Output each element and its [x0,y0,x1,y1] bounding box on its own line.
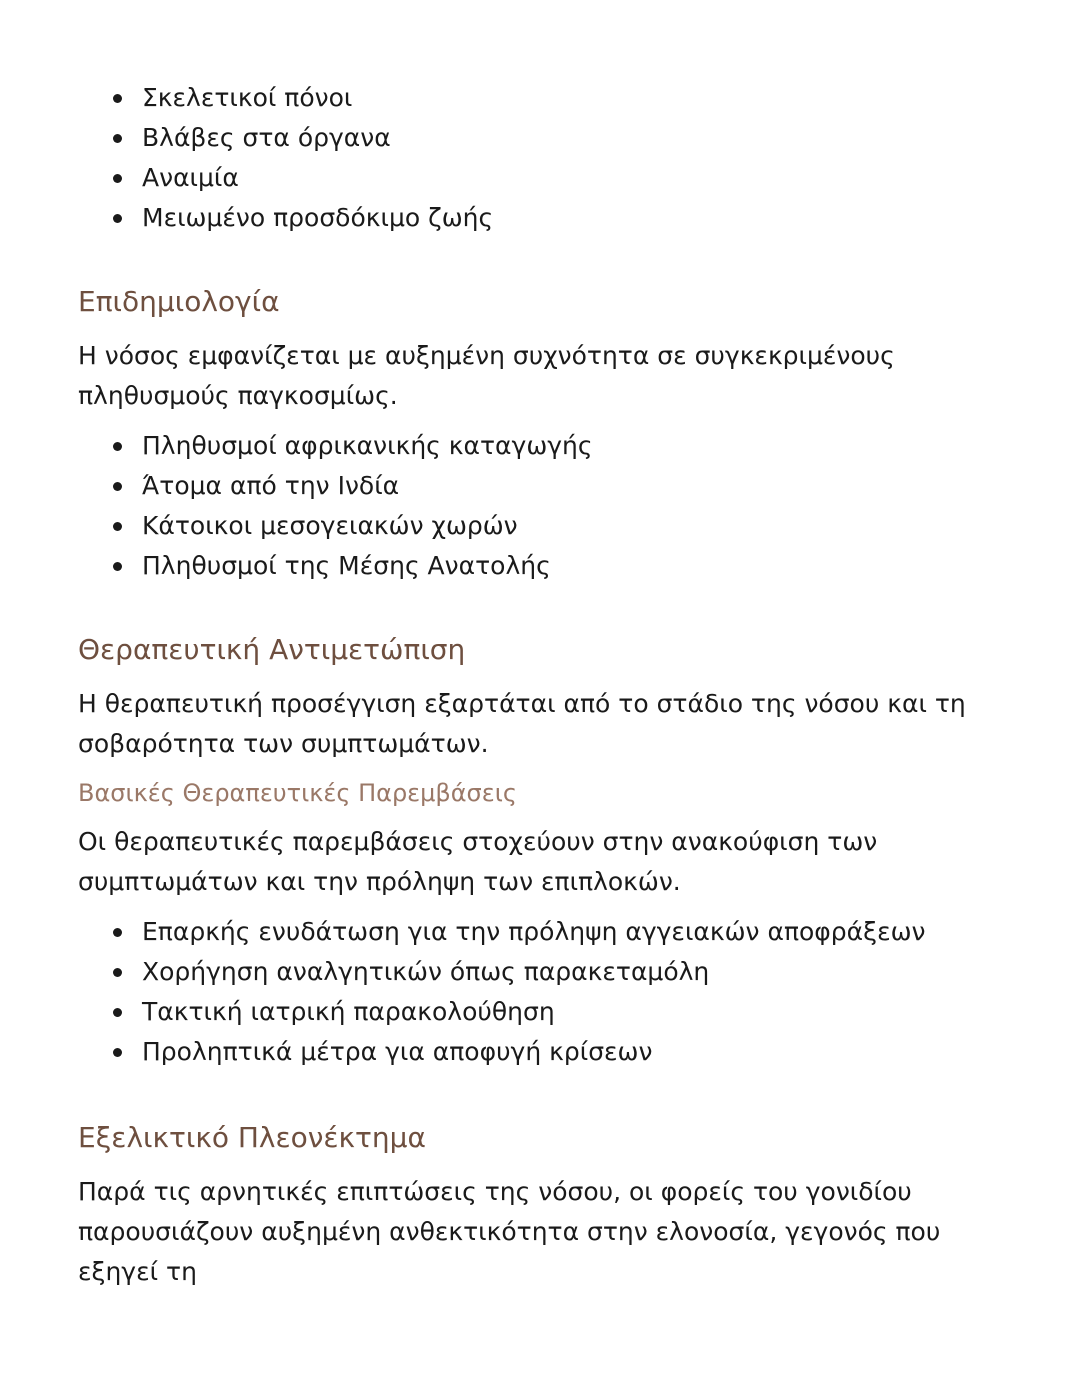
list-item: Άτομα από την Ινδία [108,466,1018,506]
list-item: Κάτοικοι μεσογειακών χωρών [108,506,1018,546]
list-item: Τακτική ιατρική παρακολούθηση [108,992,1018,1032]
list-item: Σκελετικοί πόνοι [108,78,1018,118]
list-item: Αναιμία [108,158,1018,198]
list-item: Πληθυσμοί αφρικανικής καταγωγής [108,426,1018,466]
treatment-subheading: Βασικές Θεραπευτικές Παρεμβάσεις [78,779,517,807]
evolution-heading: Εξελικτικό Πλεονέκτημα [78,1121,426,1154]
epidemiology-list [78,426,1018,586]
epidemiology-heading: Επιδημιολογία [78,285,280,318]
document-page [78,78,1018,1292]
epidemiology-paragraph: Η νόσος εμφανίζεται με αυξημένη συχνότητα σε συγκεκριμένους πληθυσμούς παγκοσμίως. [78,341,895,410]
treatment-list [78,912,1018,1072]
list-item: Προληπτικά μέτρα για αποφυγή κρίσεων [108,1032,1018,1072]
evolution-paragraph: Παρά τις αρνητικές επιπτώσεις της νόσου, οι φορείς του γονιδίου παρουσιάζουν αυξημένη ανθεκτικότητα στην ελονοσία, γεγονός που εξηγεί τη [78,1177,941,1286]
list-item: Χορήγηση αναλγητικών όπως παρακεταμόλη [108,952,1018,992]
symptoms-list [78,78,1018,238]
treatment-sub-paragraph: Οι θεραπευτικές παρεμβάσεις στοχεύουν στην ανακούφιση των συμπτωμάτων και την πρόληψη των επιπλοκών. [78,827,878,896]
list-item: Βλάβες στα όργανα [108,118,1018,158]
list-item: Πληθυσμοί της Μέσης Ανατολής [108,546,1018,586]
treatment-heading: Θεραπευτική Αντιμετώπιση [78,633,466,666]
treatment-paragraph: Η θεραπευτική προσέγγιση εξαρτάται από το στάδιο της νόσου και τη σοβαρότητα των συμπτωμάτων. [78,689,966,758]
list-item: Επαρκής ενυδάτωση για την πρόληψη αγγειακών αποφράξεων [108,912,1018,952]
list-item: Μειωμένο προσδόκιμο ζωής [108,198,1018,238]
